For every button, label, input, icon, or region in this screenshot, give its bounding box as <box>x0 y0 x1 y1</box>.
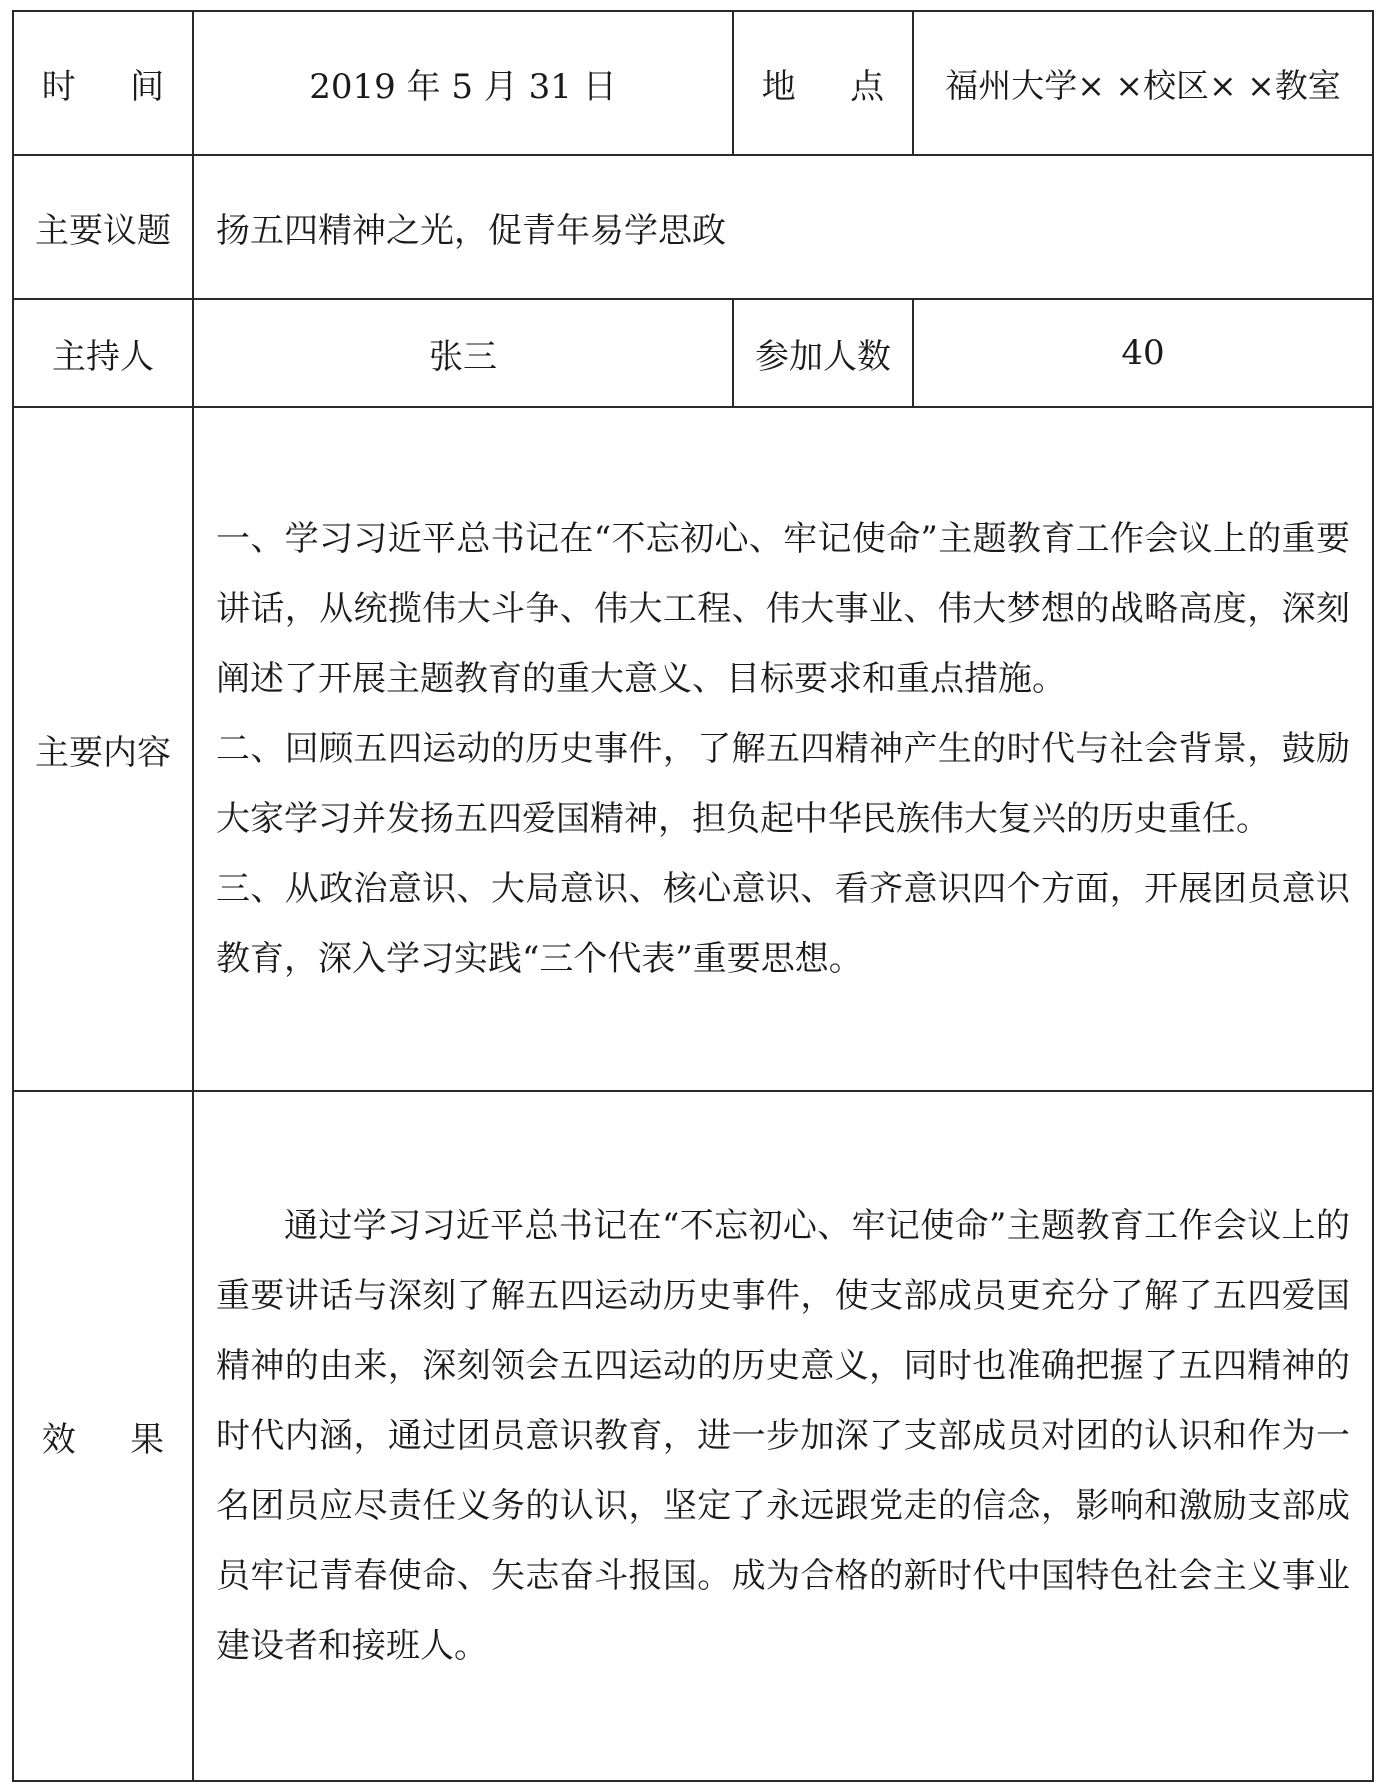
effect-paragraph: 通过学习习近平总书记在“不忘初心、牢记使命”主题教育工作会议上的重要讲话与深刻了解五四运动历史事件，使支部成员更充分了解了五四爱国精神的由来，深刻领会五四运动的历史意义，同时也准确把握了五四精神的时代内涵，通过团员意识教育，进一步加深了支部成员对团的认识和作为一名团员应尽责任义务的认识，坚定了永远跟党走的信念，影响和激励支部成员牢记青春使命、矢志奋斗报国。成为合格的新时代中国特色社会主义事业建设者和接班人。 <box>216 1206 1350 1666</box>
count-value: 40 <box>913 299 1373 407</box>
content-paragraph-1: 一、学习习近平总书记在“不忘初心、牢记使命”主题教育工作会议上的重要讲话，从统揽伟大斗争、伟大工程、伟大事业、伟大梦想的战略高度，深刻阐述了开展主题教育的重大意义、目标要求和重点措施。 <box>216 519 1350 699</box>
host-value: 张三 <box>193 299 733 407</box>
time-label: 时间 <box>41 66 219 107</box>
row-content <box>13 407 1373 1091</box>
row-topic <box>13 155 1373 299</box>
place-label-cell <box>733 11 939 155</box>
count-label: 参加人数 <box>733 299 913 407</box>
effect-body <box>193 1091 1373 1781</box>
topic-value: 扬五四精神之光，促青年易学思政 <box>193 155 1373 299</box>
effect-label-cell <box>13 1091 219 1781</box>
content-body <box>193 407 1373 1091</box>
host-label: 主持人 <box>13 299 193 407</box>
effect-label: 效果 <box>41 1419 219 1460</box>
topic-label: 主要议题 <box>13 155 193 299</box>
meeting-record-table <box>12 10 1374 1782</box>
row-time-place <box>13 11 1373 155</box>
row-host-count <box>13 299 1373 407</box>
content-paragraph-2: 二、回顾五四运动的历史事件，了解五四精神产生的时代与社会背景，鼓励大家学习并发扬五四爱国精神，担负起中华民族伟大复兴的历史重任。 <box>216 729 1350 839</box>
time-label-cell <box>13 11 219 155</box>
place-label: 地点 <box>761 66 939 107</box>
content-paragraph-3: 三、从政治意识、大局意识、核心意识、看齐意识四个方面，开展团员意识教育，深入学习实践“三个代表”重要思想。 <box>216 869 1350 979</box>
place-value: 福州大学× ×校区× ×教室 <box>913 11 1373 155</box>
row-effect <box>13 1091 1373 1781</box>
time-value: 2019 年 5 月 31 日 <box>193 11 733 155</box>
content-label: 主要内容 <box>13 407 193 1091</box>
